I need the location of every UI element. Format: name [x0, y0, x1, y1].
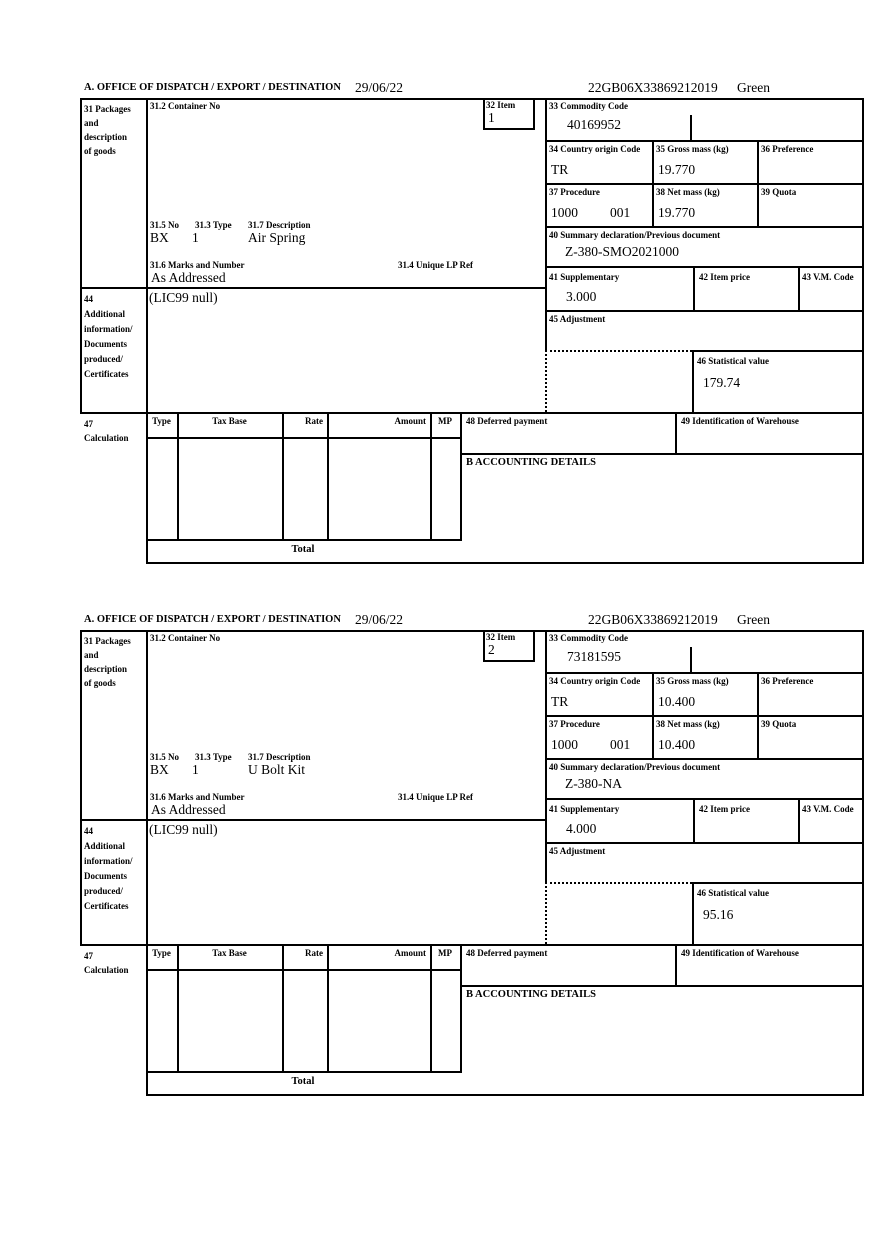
net-mass-value: 10.400 — [658, 737, 696, 752]
grid-line — [675, 944, 677, 985]
col-rate-header: Rate — [305, 416, 323, 426]
warehouse-id-label: 49 Identification of Warehouse — [681, 948, 799, 958]
col-amount-header: Amount — [394, 948, 426, 958]
additional-info-value: (LIC99 null) — [149, 290, 218, 305]
gross-mass-label: 35 Gross mass (kg) — [656, 676, 729, 686]
grid-line — [692, 882, 694, 944]
grid-line — [146, 437, 462, 439]
box44-additional-label: 44 Additional information/ Documents produced/ Certificates — [84, 826, 133, 911]
commodity-code-value: 73181595 — [567, 649, 621, 664]
total-label: Total — [291, 1076, 315, 1087]
container-no-label: 31.2 Container No — [150, 101, 221, 111]
acceptance-date: 29/06/22 — [355, 612, 404, 627]
vm-code-label: 43 V.M. Code — [802, 804, 854, 814]
grid-line — [146, 539, 462, 541]
marks-value: As Addressed — [151, 802, 226, 817]
office-of-dispatch-label: A. OFFICE OF DISPATCH / EXPORT / DESTINATION — [84, 82, 341, 93]
package-no-value: BX — [150, 230, 169, 245]
grid-line — [80, 287, 547, 289]
summary-declaration-value: Z-380-NA — [565, 776, 622, 791]
grid-line — [692, 350, 694, 412]
grid-line — [146, 630, 148, 1096]
grid-line — [80, 819, 547, 821]
col-amount-header: Amount — [394, 416, 426, 426]
grid-line — [177, 412, 179, 539]
grid-line — [545, 715, 864, 717]
goods-description: Air Spring — [248, 230, 306, 245]
col-type-header: Type — [152, 948, 171, 958]
unique-lp-ref-label: 31.4 Unique LP Ref — [398, 260, 474, 270]
statistical-value: 179.74 — [703, 375, 741, 390]
adjustment-label: 45 Adjustment — [549, 314, 606, 324]
grid-line — [862, 630, 864, 1096]
grid-line — [545, 266, 864, 268]
preference-label: 36 Preference — [761, 144, 814, 154]
grid-line — [652, 140, 654, 226]
origin-code-value: TR — [551, 694, 569, 709]
summary-declaration-label: 40 Summary declaration/Previous document — [549, 762, 721, 772]
grid-line — [460, 412, 462, 539]
package-type-label: 31.3 Type — [195, 220, 232, 230]
preference-label: 36 Preference — [761, 676, 814, 686]
marks-value: As Addressed — [151, 270, 226, 285]
statistical-value-label: 46 Statistical value — [697, 888, 769, 898]
declaration-reference: 22GB06X33869212019 — [588, 612, 718, 627]
grid-line — [692, 882, 864, 884]
grid-line — [282, 944, 284, 1071]
package-type-value: 1 — [192, 230, 199, 245]
box44-additional-label: 44 Additional information/ Documents produced/ Certificates — [84, 294, 133, 379]
col-tax-base-header: Tax Base — [212, 948, 247, 958]
grid-line — [693, 266, 695, 310]
grid-line — [545, 758, 864, 760]
grid-line — [146, 98, 148, 564]
description-label: 31.7 Description — [248, 220, 311, 230]
gross-mass-value: 19.770 — [658, 162, 696, 177]
col-rate-header: Rate — [305, 948, 323, 958]
grid-line — [533, 98, 535, 130]
grid-line — [545, 140, 864, 142]
grid-line — [327, 412, 329, 539]
statistical-value-label: 46 Statistical value — [697, 356, 769, 366]
office-of-dispatch-label: A. OFFICE OF DISPATCH / EXPORT / DESTINATION — [84, 614, 341, 625]
deferred-payment-label: 48 Deferred payment — [466, 416, 548, 426]
origin-code-value: TR — [551, 162, 569, 177]
supplementary-value: 3.000 — [566, 289, 597, 304]
accounting-details-label: B ACCOUNTING DETAILS — [466, 457, 596, 468]
procedure-ext-value: 001 — [610, 737, 631, 752]
grid-line — [483, 630, 485, 662]
grid-line — [757, 672, 759, 758]
marks-label: 31.6 Marks and Number — [150, 792, 245, 802]
quota-label: 39 Quota — [761, 719, 797, 729]
grid-line — [177, 944, 179, 1071]
item-label: 32 Item — [486, 632, 516, 642]
grid-line — [430, 944, 432, 1071]
grid-line — [862, 98, 864, 564]
procedure-value: 1000 — [551, 737, 578, 752]
procedure-label: 37 Procedure — [549, 719, 600, 729]
grid-line — [545, 310, 864, 312]
grid-line — [460, 453, 864, 455]
statistical-value: 95.16 — [703, 907, 734, 922]
marks-label: 31.6 Marks and Number — [150, 260, 245, 270]
grid-line — [430, 412, 432, 539]
commodity-code-label: 33 Commodity Code — [549, 633, 628, 643]
origin-code-label: 34 Country origin Code — [549, 676, 641, 686]
grid-line — [80, 944, 864, 946]
grid-line — [545, 183, 864, 185]
grid-line — [483, 128, 535, 130]
grid-line — [545, 672, 864, 674]
package-type-label: 31.3 Type — [195, 752, 232, 762]
grid-line — [80, 630, 82, 944]
declaration-item-copy — [0, 612, 882, 1096]
origin-code-label: 34 Country origin Code — [549, 144, 641, 154]
grid-line — [80, 98, 82, 412]
deferred-payment-label: 48 Deferred payment — [466, 948, 548, 958]
grid-line — [652, 672, 654, 758]
summary-declaration-label: 40 Summary declaration/Previous document — [549, 230, 721, 240]
commodity-code-separator — [690, 647, 692, 672]
col-mp-header: MP — [438, 948, 452, 958]
supplementary-label: 41 Supplementary — [549, 804, 620, 814]
box47-calculation-label: 47 Calculation — [84, 951, 129, 975]
additional-info-value: (LIC99 null) — [149, 822, 218, 837]
package-no-label: 31.5 No — [150, 220, 179, 230]
grid-line — [80, 412, 864, 414]
col-tax-base-header: Tax Base — [212, 416, 247, 426]
adjustment-label: 45 Adjustment — [549, 846, 606, 856]
grid-line — [460, 985, 864, 987]
net-mass-label: 38 Net mass (kg) — [656, 187, 720, 197]
item-price-label: 42 Item price — [699, 272, 750, 282]
net-mass-value: 19.770 — [658, 205, 696, 220]
box31-packages-label: 31 Packages and description of goods — [84, 636, 131, 688]
grid-line — [675, 412, 677, 453]
item-price-label: 42 Item price — [699, 804, 750, 814]
supplementary-value: 4.000 — [566, 821, 597, 836]
box31-packages-label: 31 Packages and description of goods — [84, 104, 131, 156]
accounting-details-label: B ACCOUNTING DETAILS — [466, 989, 596, 1000]
procedure-label: 37 Procedure — [549, 187, 600, 197]
grid-line — [545, 226, 864, 228]
vm-code-label: 43 V.M. Code — [802, 272, 854, 282]
grid-line — [545, 842, 864, 844]
dotted-grid-line — [545, 350, 692, 352]
grid-line — [798, 798, 800, 842]
grid-line — [533, 630, 535, 662]
quota-label: 39 Quota — [761, 187, 797, 197]
grid-line — [146, 562, 864, 564]
grid-line — [545, 630, 547, 882]
grid-line — [327, 944, 329, 1071]
col-type-header: Type — [152, 416, 171, 426]
commodity-code-value: 40169952 — [567, 117, 621, 132]
routing-status: Green — [737, 80, 770, 95]
grid-line — [146, 1071, 462, 1073]
item-number: 1 — [488, 110, 495, 125]
procedure-value: 1000 — [551, 205, 578, 220]
commodity-code-separator — [690, 115, 692, 140]
declaration-item-copy — [0, 80, 882, 564]
package-type-value: 1 — [192, 762, 199, 777]
description-label: 31.7 Description — [248, 752, 311, 762]
col-mp-header: MP — [438, 416, 452, 426]
grid-line — [545, 798, 864, 800]
item-label: 32 Item — [486, 100, 516, 110]
package-no-value: BX — [150, 762, 169, 777]
grid-line — [545, 98, 547, 350]
dotted-grid-line — [545, 350, 547, 412]
grid-line — [282, 412, 284, 539]
container-no-label: 31.2 Container No — [150, 633, 221, 643]
grid-line — [80, 98, 864, 100]
grid-line — [692, 350, 864, 352]
grid-line — [798, 266, 800, 310]
gross-mass-value: 10.400 — [658, 694, 696, 709]
supplementary-label: 41 Supplementary — [549, 272, 620, 282]
procedure-ext-value: 001 — [610, 205, 631, 220]
grid-line — [483, 660, 535, 662]
item-number: 2 — [488, 642, 495, 657]
dotted-grid-line — [545, 882, 692, 884]
commodity-code-label: 33 Commodity Code — [549, 101, 628, 111]
grid-line — [460, 944, 462, 1071]
grid-line — [146, 1094, 864, 1096]
package-no-label: 31.5 No — [150, 752, 179, 762]
gross-mass-label: 35 Gross mass (kg) — [656, 144, 729, 154]
declaration-reference: 22GB06X33869212019 — [588, 80, 718, 95]
routing-status: Green — [737, 612, 770, 627]
summary-declaration-value: Z-380-SMO2021000 — [565, 244, 679, 259]
grid-line — [483, 98, 485, 130]
grid-line — [80, 630, 864, 632]
warehouse-id-label: 49 Identification of Warehouse — [681, 416, 799, 426]
grid-line — [146, 969, 462, 971]
goods-description: U Bolt Kit — [248, 762, 306, 777]
dotted-grid-line — [545, 882, 547, 944]
total-label: Total — [291, 544, 315, 555]
unique-lp-ref-label: 31.4 Unique LP Ref — [398, 792, 474, 802]
box47-calculation-label: 47 Calculation — [84, 419, 129, 443]
grid-line — [693, 798, 695, 842]
acceptance-date: 29/06/22 — [355, 80, 404, 95]
net-mass-label: 38 Net mass (kg) — [656, 719, 720, 729]
grid-line — [757, 140, 759, 226]
